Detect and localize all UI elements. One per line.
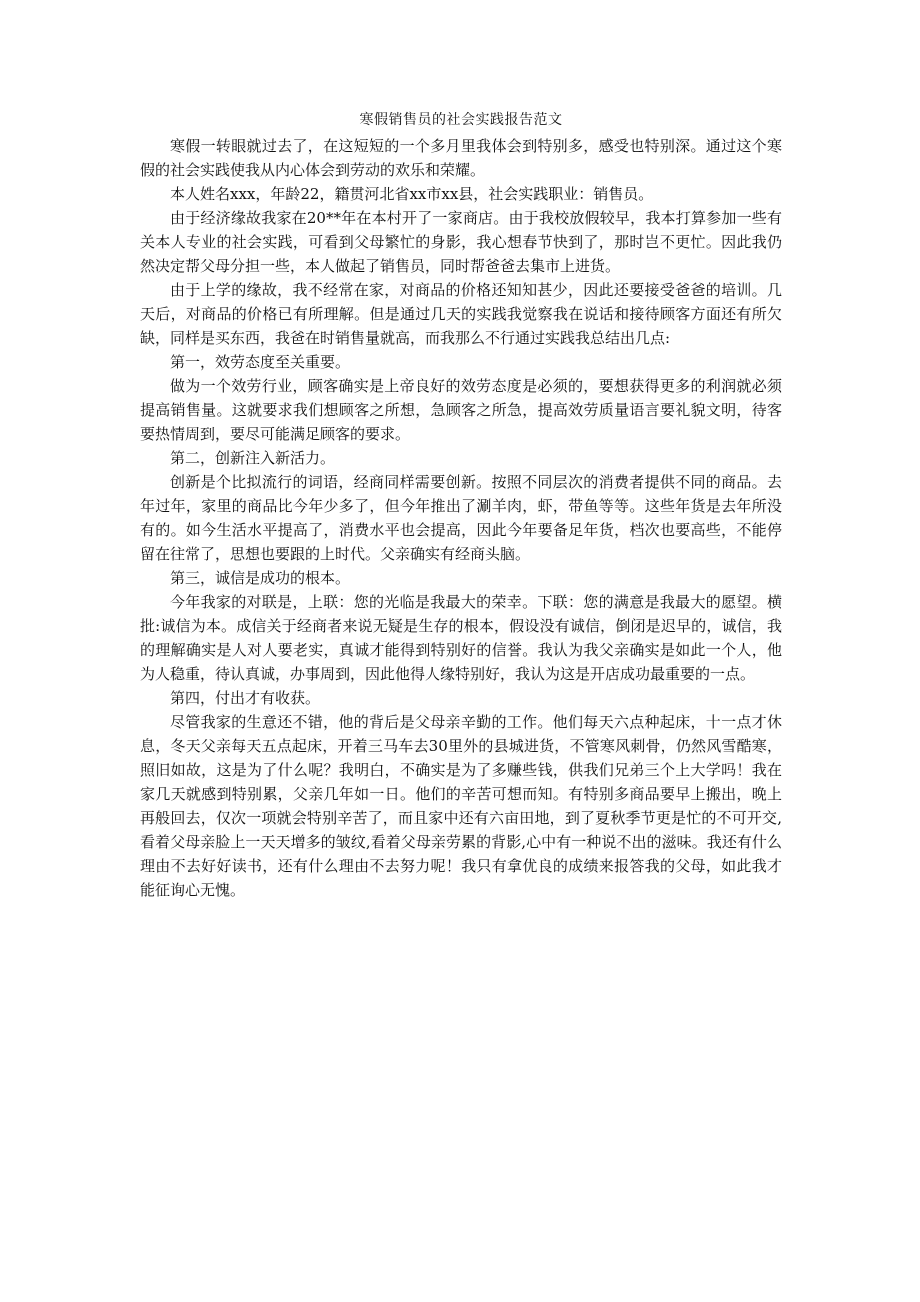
section-heading: 第四，付出才有收获。 [170,689,321,707]
document-body [140,134,782,902]
paragraph: 寒假一转眼就过去了，在这短短的一个多月里我体会到特别多，感受也特别深。通过这个寒假的社会实践使我从内心体会到劳动的欢乐和荣耀。 [140,137,782,179]
document-title: 寒假销售员的社会实践报告范文 [359,112,563,128]
section-heading: 第一，效劳态度至关重要。 [170,353,351,371]
paragraph: 本人姓名xxx，年龄22，籍贯河北省xx市xx县，社会实践职业：销售员。 [170,185,654,203]
document-page [140,108,782,902]
paragraph: 做为一个效劳行业，顾客确实是上帝良好的效劳态度是必须的，要想获得更多的利润就必须提高销售量。这就要求我们想顾客之所想，急顾客之所急，提高效劳质量语言要礼貌文明，待客要热情周到，要尽可能满足顾客的要求。 [140,377,782,443]
section-heading: 第三，诚信是成功的根本。 [170,569,351,587]
paragraph: 创新是个比拟流行的词语，经商同样需要创新。按照不同层次的消费者提供不同的商品。去年过年，家里的商品比今年少多了，但今年推出了涮羊肉，虾，带鱼等等。这些年货是去年所没有的。如今生活水平提高了，消费水平也会提高，因此今年要备足年货，档次也要高些，不能停留在往常了，思想也要跟的上时代。父亲确实有经商头脑。 [140,473,782,563]
paragraph: 尽管我家的生意还不错，他的背后是父母亲辛勤的工作。他们每天六点种起床，十一点才休息，冬天父亲每天五点起床，开着三马车去30里外的县城进货，不管寒风刺骨，仍然风雪酷寒，照旧如故，这是为了什么呢？我明白，不确实是为了多赚些钱，供我们兄弟三个上大学吗！我在家几天就感到特别累，父亲几年如一日。他们的辛苦可想而知。有特别多商品要早上搬出，晚上再般回去，仅次一项就会特别辛苦了，而且家中还有六亩田地，到了夏秋季节更是忙的不可开交,看着父母亲脸上一天天增多的皱纹,看着父母亲劳累的背影,心中有一种说不出的滋味。我还有什么理由不去好好读书，还有什么理由不去努力呢！我只有拿优良的成绩来报答我的父母，如此我才能征询心无愧。 [140,713,782,899]
paragraph: 由于经济缘故我家在20**年在本村开了一家商店。由于我校放假较早，我本打算参加一些有关本人专业的社会实践，可看到父母繁忙的身影，我心想春节快到了，那时岂不更忙。因此我仍然决定帮父母分担一些，本人做起了销售员，同时帮爸爸去集市上进货。 [140,209,782,275]
paragraph: 今年我家的对联是，上联：您的光临是我最大的荣幸。下联：您的满意是我最大的愿望。横批:诚信为本。成信关于经商者来说无疑是生存的根本，假设没有诚信，倒闭是迟早的，诚信，我的理解确实是人对人要老实，真诚才能得到特别好的信誉。我认为我父亲确实是如此一个人，他为人稳重，待认真诚，办事周到，因此他得人缘特别好，我认为这是开店成功最重要的一点。 [140,593,782,683]
paragraph: 由于上学的缘故，我不经常在家，对商品的价格还知知甚少，因此还要接受爸爸的培训。几天后，对商品的价格已有所理解。但是通过几天的实践我觉察我在说话和接待顾客方面还有所欠缺，同样是买东西，我爸在时销售量就高，而我那么不行通过实践我总结出几点: [140,281,782,347]
section-heading: 第二，创新注入新活力。 [170,449,336,467]
